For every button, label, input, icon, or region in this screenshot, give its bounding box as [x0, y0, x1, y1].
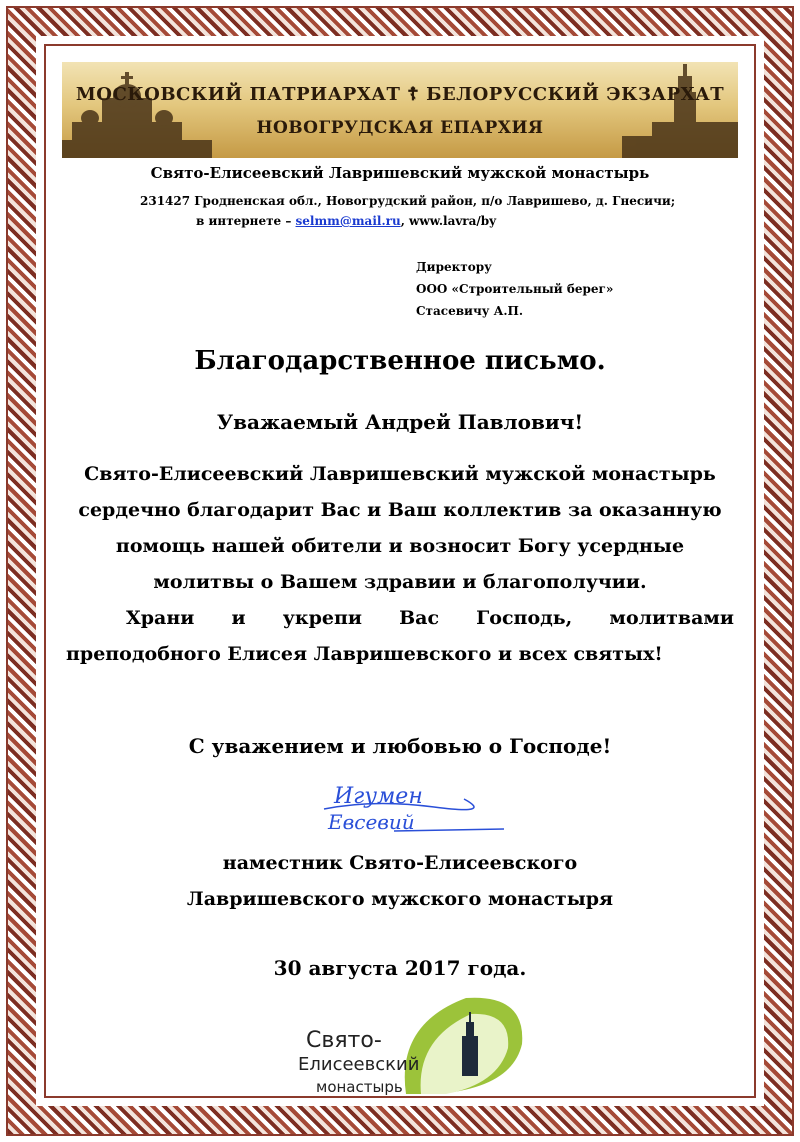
recipient-name: Стасевичу А.П. — [416, 304, 524, 318]
letter-body — [66, 456, 734, 672]
body-line: молитвы о Вашем здравии и благополучии. — [153, 571, 647, 593]
church-silhouettes-image — [62, 62, 738, 158]
logo-line1: Свято- — [306, 1028, 382, 1053]
monastery-name: Свято-Елисеевский Лавришевский мужской монастырь — [150, 164, 650, 182]
email-link[interactable]: selmm@mail.ru — [295, 214, 401, 228]
letter-greeting: Уважаемый Андрей Павлович! — [216, 410, 584, 434]
logo-line3: монастырь — [316, 1078, 403, 1096]
eparchy-label: НОВОГРУДСКАЯ ЕПАРХИЯ — [256, 118, 544, 138]
recipient-position: Директору — [416, 260, 492, 274]
orthodox-cross-icon: ☦ — [407, 84, 420, 105]
web-suffix: , www.lavra/by — [400, 214, 497, 228]
signature-line1: Игумен — [334, 784, 423, 809]
letter-date: 30 августа 2017 года. — [273, 956, 527, 980]
web-contacts — [196, 214, 496, 228]
header-banner — [62, 62, 738, 158]
blessing-line: преподобного Елисея Лавришевского и всех святых! — [66, 643, 663, 665]
body-line: помощь нашей обители и возносит Богу усердные — [115, 535, 685, 557]
closing-regards: С уважением и любовью о Господе! — [188, 734, 612, 758]
patriarchate-label: МОСКОВСКИЙ ПАТРИАРХАТ — [75, 84, 401, 105]
postal-address: 231427 Гродненская обл., Новогрудский район, п/о Лавришево, д. Гнесичи; — [140, 194, 676, 208]
blessing-line: Храни и укрепи Вас Господь, молитвами — [126, 607, 734, 629]
monastery-logo — [286, 984, 526, 1096]
exarchate-label: БЕЛОРУССКИЙ ЭКЗАРХАТ — [426, 84, 725, 105]
logo-line2: Елисеевский — [298, 1054, 420, 1075]
banner-title-line1 — [62, 84, 738, 105]
body-line: Свято-Елисеевский Лавришевский мужской монастырь — [84, 463, 716, 485]
recipient-company: ООО «Строительный берег» — [416, 282, 614, 296]
signatory-role-line1: наместник Свято-Елисеевского — [222, 852, 578, 874]
handwritten-signature — [314, 779, 514, 839]
body-line: сердечно благодарит Вас и Ваш коллектив за оказанную — [78, 499, 722, 521]
letter-page — [44, 44, 756, 1098]
signatory-role-line2: Лавришевского мужского монастыря — [186, 888, 614, 910]
recipient-block — [416, 256, 613, 322]
letter-title: Благодарственное письмо. — [194, 346, 606, 376]
web-prefix: в интернете – — [196, 214, 296, 228]
signature-line2: Евсевий — [328, 810, 415, 834]
